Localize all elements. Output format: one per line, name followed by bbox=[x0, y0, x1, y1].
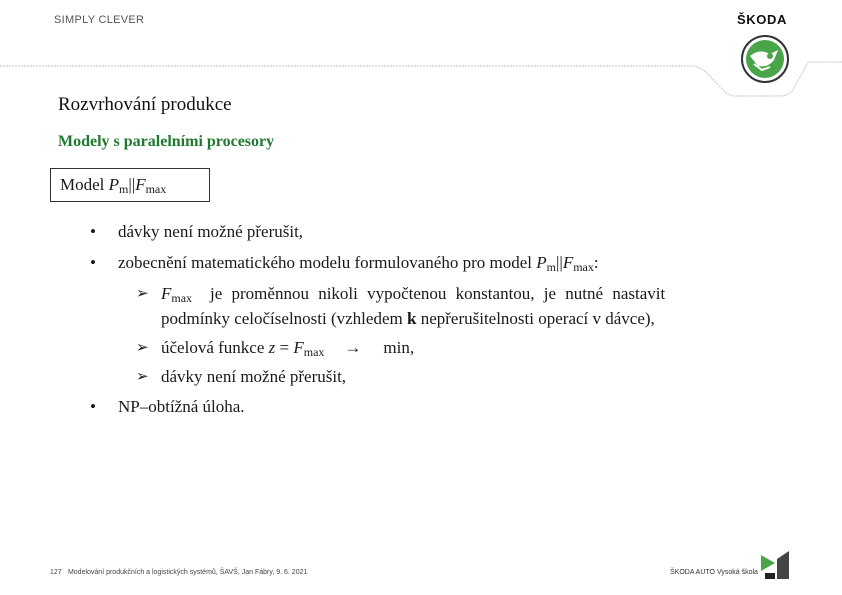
bullet-sep: || bbox=[556, 253, 563, 272]
bullet-f: F bbox=[562, 253, 574, 272]
bullet-dot-icon: • bbox=[90, 397, 96, 416]
objective-min: min, bbox=[383, 338, 415, 357]
bullet-max: max bbox=[573, 260, 594, 274]
arrowhead-bullet-icon: ➢ bbox=[136, 284, 149, 302]
objective-eq: = bbox=[275, 338, 294, 357]
slide-subtitle: Modely s paralelními procesory bbox=[58, 133, 275, 150]
model-m: m bbox=[119, 182, 129, 196]
bullet-colon: : bbox=[593, 253, 599, 272]
objective-f: F bbox=[293, 338, 304, 357]
sub-item-text: dávky není možné přerušit, bbox=[161, 367, 347, 386]
fmax-f: F bbox=[161, 284, 172, 303]
school-logo-icon bbox=[759, 549, 791, 581]
fmax-max: max bbox=[171, 291, 193, 305]
footer-text: Modelování produkčních a logistických systémů, ŠAVŠ, Jan Fábry, 9. 6. 2021 bbox=[67, 569, 308, 576]
model-max: max bbox=[145, 182, 167, 196]
sub-item-continuation bbox=[161, 309, 655, 329]
bullet-m: m bbox=[546, 260, 556, 274]
bullet-text bbox=[118, 253, 599, 275]
objective-arrow: → bbox=[344, 338, 362, 357]
model-sep: || bbox=[128, 175, 136, 194]
bullet-text: dávky není možné přerušit, bbox=[118, 222, 304, 241]
brand-wordmark: ŠKODA bbox=[737, 12, 787, 27]
slogan: SIMPLY CLEVER bbox=[54, 14, 145, 26]
bullet-dot-icon: • bbox=[90, 253, 96, 272]
skoda-logo-icon bbox=[740, 34, 790, 84]
footer-school-name: ŠKODA AUTO Vysoká škola bbox=[670, 569, 758, 576]
model-p: P bbox=[108, 175, 120, 194]
arrowhead-bullet-icon: ➢ bbox=[136, 367, 149, 385]
bullet-p: P bbox=[536, 253, 547, 272]
sub-item-text bbox=[161, 338, 414, 360]
objective-z: z bbox=[268, 338, 276, 357]
slide-title: Rozvrhování produkce bbox=[58, 94, 232, 115]
header-divider-line bbox=[0, 0, 842, 100]
model-label: Model bbox=[60, 175, 109, 194]
cont-text-k: k bbox=[406, 309, 417, 328]
footer bbox=[50, 569, 307, 576]
model-f: F bbox=[135, 175, 146, 194]
bullet-dot-icon: • bbox=[90, 222, 96, 241]
cont-text-a: podmínky celočíselnosti (vzhledem bbox=[161, 309, 407, 328]
arrowhead-bullet-icon: ➢ bbox=[136, 338, 149, 356]
model-notation-box bbox=[50, 168, 210, 202]
page-number: 127 bbox=[50, 569, 62, 576]
bullet-text: NP–obtížná úloha. bbox=[118, 397, 245, 416]
cont-text-c: nepřerušitelnosti operací v dávce), bbox=[416, 309, 655, 328]
bullet-text-main: zobecnění matematického modelu formulovaného pro model bbox=[118, 253, 537, 272]
sub-item-text: je proměnnou nikoli vypočtenou konstantou, je nutné nastavit bbox=[210, 284, 666, 303]
objective-max: max bbox=[303, 345, 325, 359]
objective-text: účelová funkce bbox=[161, 338, 269, 357]
